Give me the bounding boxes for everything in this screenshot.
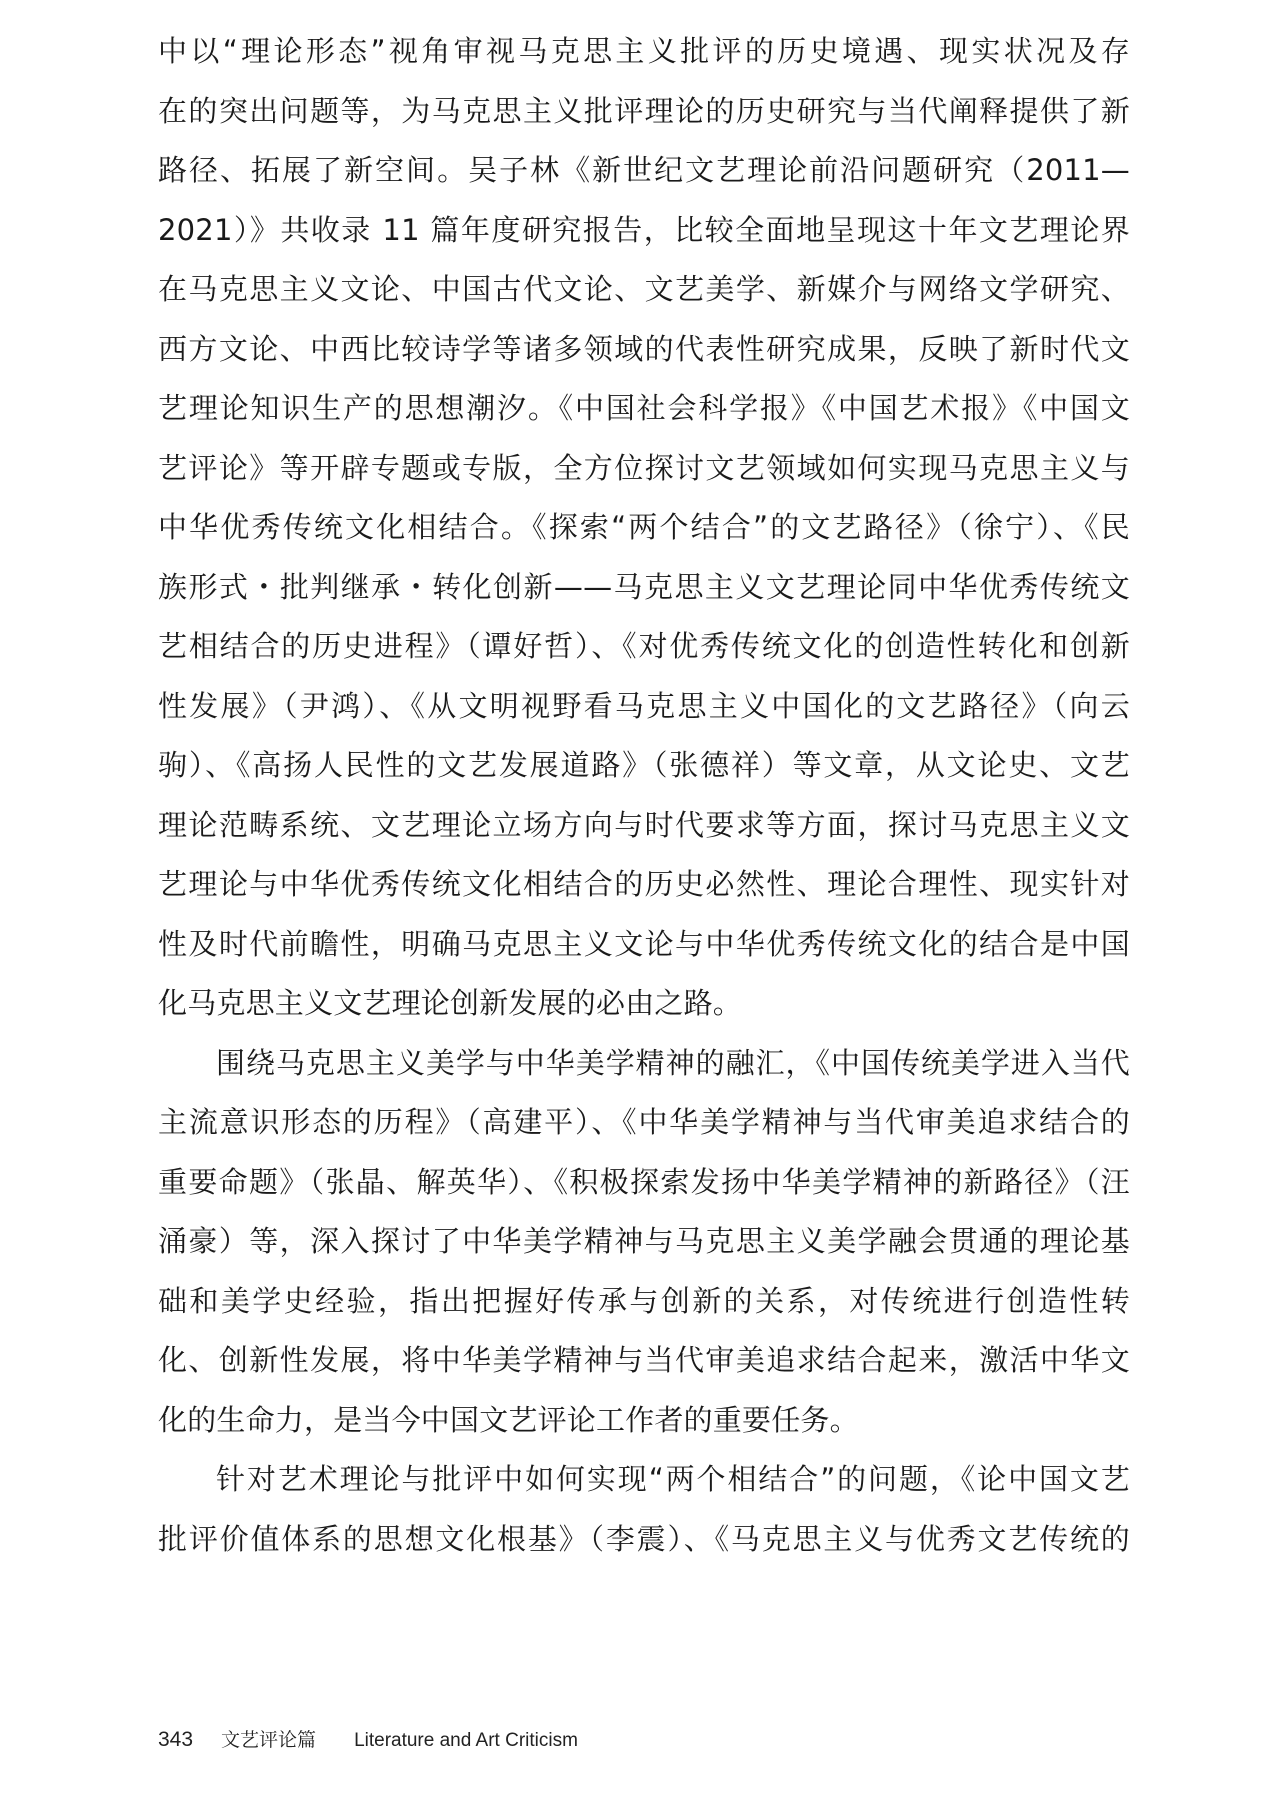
section-title-english: Literature and Art Criticism [354, 1730, 578, 1751]
text-line: 族形式・批判继承・转化创新——马克思主义文艺理论同中华优秀传统文 [158, 569, 1130, 604]
text-line: 驹）、《高扬人民性的文艺发展道路》（张德祥）等文章，从文论史、文艺 [158, 748, 1130, 782]
section-title-chinese: 文艺评论篇 [221, 1729, 317, 1751]
page-number: 343 [158, 1728, 194, 1751]
text-line: 化、创新性发展，将中华美学精神与当代审美追求结合起来，激活中华文 [158, 1343, 1130, 1377]
paragraph-first-line: 围绕马克思主义美学与中华美学精神的融汇，《中国传统美学进入当代 [216, 1045, 1130, 1080]
text-line: 涌豪）等，深入探讨了中华美学精神与马克思主义美学融会贯通的理论基 [158, 1224, 1130, 1258]
page-footer [158, 1720, 578, 1760]
text-line: 中华优秀传统文化相结合。《探索“两个结合”的文艺路径》（徐宁）、《民 [158, 510, 1130, 544]
text-line: 础和美学史经验，指出把握好传承与创新的关系，对传统进行创造性转 [158, 1283, 1130, 1318]
text-line: 艺理论知识生产的思想潮汐。《中国社会科学报》《中国艺术报》《中国文 [158, 391, 1130, 425]
text-line: 中以“理论形态”视角审视马克思主义批评的历史境遇、现实状况及存 [158, 34, 1130, 68]
text-line: 化马克思主义文艺理论创新发展的必由之路。 [158, 986, 743, 1020]
text-line: 艺评论》等开辟专题或专版，全方位探讨文艺领域如何实现马克思主义与 [158, 450, 1130, 485]
text-line: 重要命题》（张晶、解英华）、《积极探索发扬中华美学精神的新路径》（汪 [158, 1164, 1130, 1199]
text-line: 2021）》共收录 11 篇年度研究报告，比较全面地呈现这十年文艺理论界 [158, 212, 1130, 247]
text-line: 路径、拓展了新空间。吴子林《新世纪文艺理论前沿问题研究（2011— [158, 153, 1130, 187]
text-line: 主流意识形态的历程》（高建平）、《中华美学精神与当代审美追求结合的 [158, 1105, 1130, 1139]
text-line: 理论范畴系统、文艺理论立场方向与时代要求等方面，探讨马克思主义文 [158, 807, 1130, 842]
text-line: 西方文论、中西比较诗学等诸多领域的代表性研究成果，反映了新时代文 [158, 331, 1130, 366]
text-line: 性及时代前瞻性，明确马克思主义文论与中华优秀传统文化的结合是中国 [158, 926, 1130, 961]
paragraph-first-line: 针对艺术理论与批评中如何实现“两个相结合”的问题，《论中国文艺 [216, 1462, 1130, 1496]
text-line: 化的生命力，是当今中国文艺评论工作者的重要任务。 [158, 1402, 859, 1437]
text-line: 艺理论与中华优秀传统文化相结合的历史必然性、理论合理性、现实针对 [158, 867, 1130, 901]
text-line: 在的突出问题等，为马克思主义批评理论的历史研究与当代阐释提供了新 [158, 93, 1130, 128]
text-line: 在马克思主义文论、中国古代文论、文艺美学、新媒介与网络文学研究、 [158, 272, 1130, 306]
body-text [158, 22, 1130, 1569]
text-line: 批评价值体系的思想文化根基》（李震）、《马克思主义与优秀文艺传统的 [158, 1521, 1130, 1556]
text-line: 艺相结合的历史进程》（谭好哲）、《对优秀传统文化的创造性转化和创新 [158, 629, 1130, 663]
text-line: 性发展》（尹鸿）、《从文明视野看马克思主义中国化的文艺路径》（向云 [158, 688, 1130, 723]
